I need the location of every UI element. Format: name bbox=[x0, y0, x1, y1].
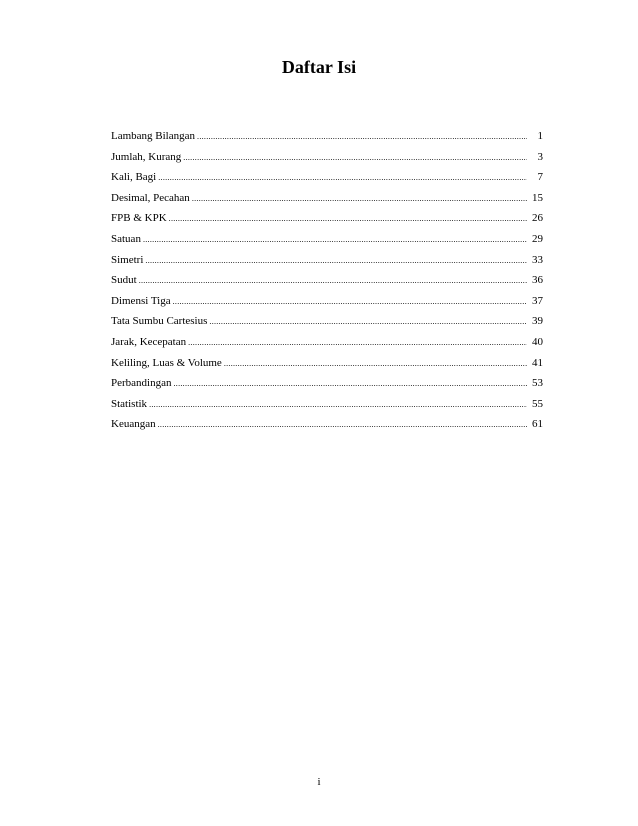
dot-leader bbox=[158, 171, 527, 185]
toc-entry-label: Lambang Bilangan bbox=[111, 130, 196, 142]
toc-entry-dimensi-tiga[interactable] bbox=[111, 294, 543, 315]
toc-entry-page: 26 bbox=[532, 212, 543, 225]
toc-entry-label: Jumlah, Kurang bbox=[111, 150, 182, 163]
toc-entry-label: Statistik bbox=[111, 397, 148, 410]
dot-leader bbox=[139, 274, 527, 288]
toc-entry-lambang-bilangan[interactable] bbox=[111, 129, 543, 150]
toc-entry-page: 33 bbox=[532, 253, 543, 266]
dot-leader bbox=[224, 357, 527, 371]
toc-entry-label: Keliling, Luas & Volume bbox=[111, 356, 222, 369]
dot-leader bbox=[169, 212, 527, 226]
dot-leader bbox=[158, 418, 527, 432]
page-number: i bbox=[317, 776, 321, 788]
toc-entry-kali-bagi[interactable] bbox=[111, 170, 543, 191]
toc-entry-jumlah-kurang[interactable] bbox=[111, 150, 543, 171]
toc-entry-page: 1 bbox=[537, 130, 543, 142]
dot-leader bbox=[173, 377, 527, 391]
toc-entry-fpb-kpk[interactable] bbox=[111, 211, 543, 232]
toc-entry-label: Simetri bbox=[111, 253, 144, 266]
dot-leader bbox=[183, 151, 527, 165]
toc-entry-jarak-kecepatan[interactable] bbox=[111, 335, 543, 356]
toc-entry-label: Keuangan bbox=[111, 418, 156, 431]
toc-entry-label: Jarak, Kecepatan bbox=[111, 335, 187, 348]
toc-entry-page: 15 bbox=[532, 191, 543, 204]
toc-entry-simetri[interactable] bbox=[111, 253, 543, 274]
toc-entry-statistik[interactable] bbox=[111, 397, 543, 418]
table-of-contents bbox=[111, 129, 543, 438]
page-title: Daftar Isi bbox=[281, 57, 357, 77]
toc-entry-label: Kali, Bagi bbox=[111, 171, 157, 184]
toc-entry-page: 39 bbox=[532, 315, 543, 328]
dot-leader bbox=[173, 295, 527, 309]
toc-entry-keliling-luas-volume[interactable] bbox=[111, 356, 543, 377]
toc-entry-label: Satuan bbox=[111, 232, 141, 245]
toc-entry-label: FPB & KPK bbox=[111, 212, 167, 225]
toc-entry-page: 37 bbox=[532, 294, 543, 307]
toc-entry-page: 7 bbox=[537, 171, 543, 184]
dot-leader bbox=[192, 192, 527, 206]
dot-leader bbox=[188, 336, 527, 350]
toc-entry-page: 53 bbox=[532, 377, 543, 390]
toc-entry-label: Perbandingan bbox=[111, 377, 172, 390]
toc-entry-label: Tata Sumbu Cartesius bbox=[111, 315, 208, 328]
toc-entry-satuan[interactable] bbox=[111, 232, 543, 253]
dot-leader bbox=[145, 254, 527, 268]
toc-entry-desimal-pecahan[interactable] bbox=[111, 191, 543, 212]
toc-entry-label: Desimal, Pecahan bbox=[111, 191, 190, 204]
toc-entry-page: 29 bbox=[532, 232, 543, 245]
toc-entry-page: 36 bbox=[532, 274, 543, 287]
toc-entry-page: 55 bbox=[532, 397, 543, 410]
toc-entry-page: 61 bbox=[532, 418, 543, 431]
dot-leader bbox=[143, 233, 527, 247]
toc-entry-sudut[interactable] bbox=[111, 273, 543, 294]
toc-entry-tata-sumbu-cartesius[interactable] bbox=[111, 314, 543, 335]
toc-entry-page: 3 bbox=[537, 150, 543, 163]
toc-entry-keuangan[interactable] bbox=[111, 417, 543, 438]
toc-entry-perbandingan[interactable] bbox=[111, 376, 543, 397]
toc-entry-label: Dimensi Tiga bbox=[111, 294, 171, 307]
dot-leader bbox=[209, 315, 527, 329]
toc-entry-page: 40 bbox=[532, 335, 543, 348]
dot-leader bbox=[197, 130, 527, 144]
toc-entry-label: Sudut bbox=[111, 274, 137, 287]
dot-leader bbox=[149, 398, 527, 412]
toc-entry-page: 41 bbox=[532, 356, 543, 369]
